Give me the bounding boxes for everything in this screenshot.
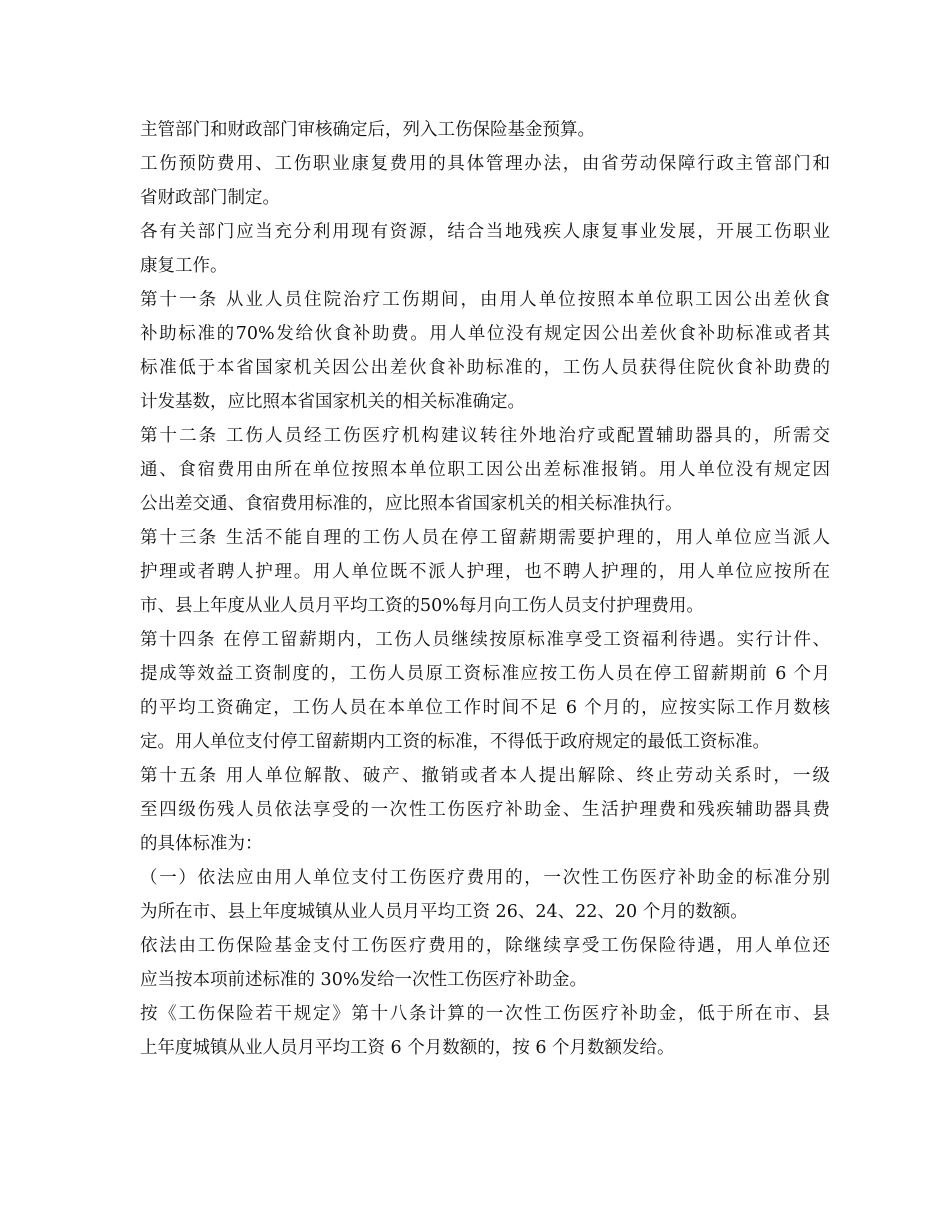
text-line: 为所在市、县上年度城镇从业人员月平均工资 26、24、22、20 个月的数额。 [140,902,748,922]
text-line: 按《工伤保险若干规定》第十八条计算的一次性工伤医疗补助金，低于所在市、县 [140,1004,830,1024]
text-line: 的具体标准为： [140,834,263,854]
text-line: 第十五条 用人单位解散、破产、撤销或者本人提出解除、终止劳动关系时，一级 [140,766,830,786]
text-line: 省财政部门制定。 [140,188,280,208]
document-body [140,113,830,1065]
text-line: 第十三条 生活不能自理的工伤人员在停工留薪期需要护理的，用人单位应当派人 [140,528,830,548]
text-line: 定。用人单位支付停工留薪期内工资的标准，不得低于政府规定的最低工资标准。 [140,732,770,752]
text-line: 护理或者聘人护理。用人单位既不派人护理，也不聘人护理的，用人单位应按所在 [140,562,830,582]
text-line: 上年度城镇从业人员月平均工资 6 个月数额的，按 6 个月数额发给。 [140,1038,675,1058]
text-line: 主管部门和财政部门审核确定后，列入工伤保险基金预算。 [140,120,595,140]
text-line: 补助标准的70%发给伙食补助费。用人单位没有规定因公出差伙食补助标准或者其 [140,324,830,344]
text-line: 第十四条 在停工留薪期内，工伤人员继续按原标准享受工资福利待遇。实行计件、 [140,630,830,650]
text-line: 第十二条 工伤人员经工伤医疗机构建议转往外地治疗或配置辅助器具的，所需交 [140,426,830,446]
text-line: 公出差交通、食宿费用标准的，应比照本省国家机关的相关标准执行。 [140,494,683,514]
text-line: 标准低于本省国家机关因公出差伙食补助标准的，工伤人员获得住院伙食补助费的 [140,358,830,378]
text-line: 通、食宿费用由所在单位按照本单位职工因公出差标准报销。用人单位没有规定因 [140,460,830,480]
text-line: 提成等效益工资制度的，工伤人员原工资标准应按工伤人员在停工留薪期前 6 个月 [140,664,830,684]
text-line: （一）依法应由用人单位支付工伤医疗费用的，一次性工伤医疗补助金的标准分别 [140,868,830,888]
text-line: 康复工作。 [140,256,228,276]
text-line: 至四级伤残人员依法享受的一次性工伤医疗补助金、生活护理费和残疾辅助器具费 [140,800,830,820]
text-line: 的平均工资确定，工伤人员在本单位工作时间不足 6 个月的，应按实际工作月数核 [140,698,830,718]
text-line: 依法由工伤保险基金支付工伤医疗费用的，除继续享受工伤保险待遇，用人单位还 [140,936,830,956]
text-line: 计发基数，应比照本省国家机关的相关标准确定。 [140,392,525,412]
text-line: 工伤预防费用、工伤职业康复费用的具体管理办法，由省劳动保障行政主管部门和 [140,154,830,174]
text-line: 各有关部门应当充分利用现有资源，结合当地残疾人康复事业发展，开展工伤职业 [140,222,830,242]
text-line: 市、县上年度从业人员月平均工资的50%每月向工伤人员支付护理费用。 [140,596,704,616]
text-line: 应当按本项前述标准的 30%发给一次性工伤医疗补助金。 [140,970,587,990]
text-line: 第十一条 从业人员住院治疗工伤期间，由用人单位按照本单位职工因公出差伙食 [140,290,830,310]
